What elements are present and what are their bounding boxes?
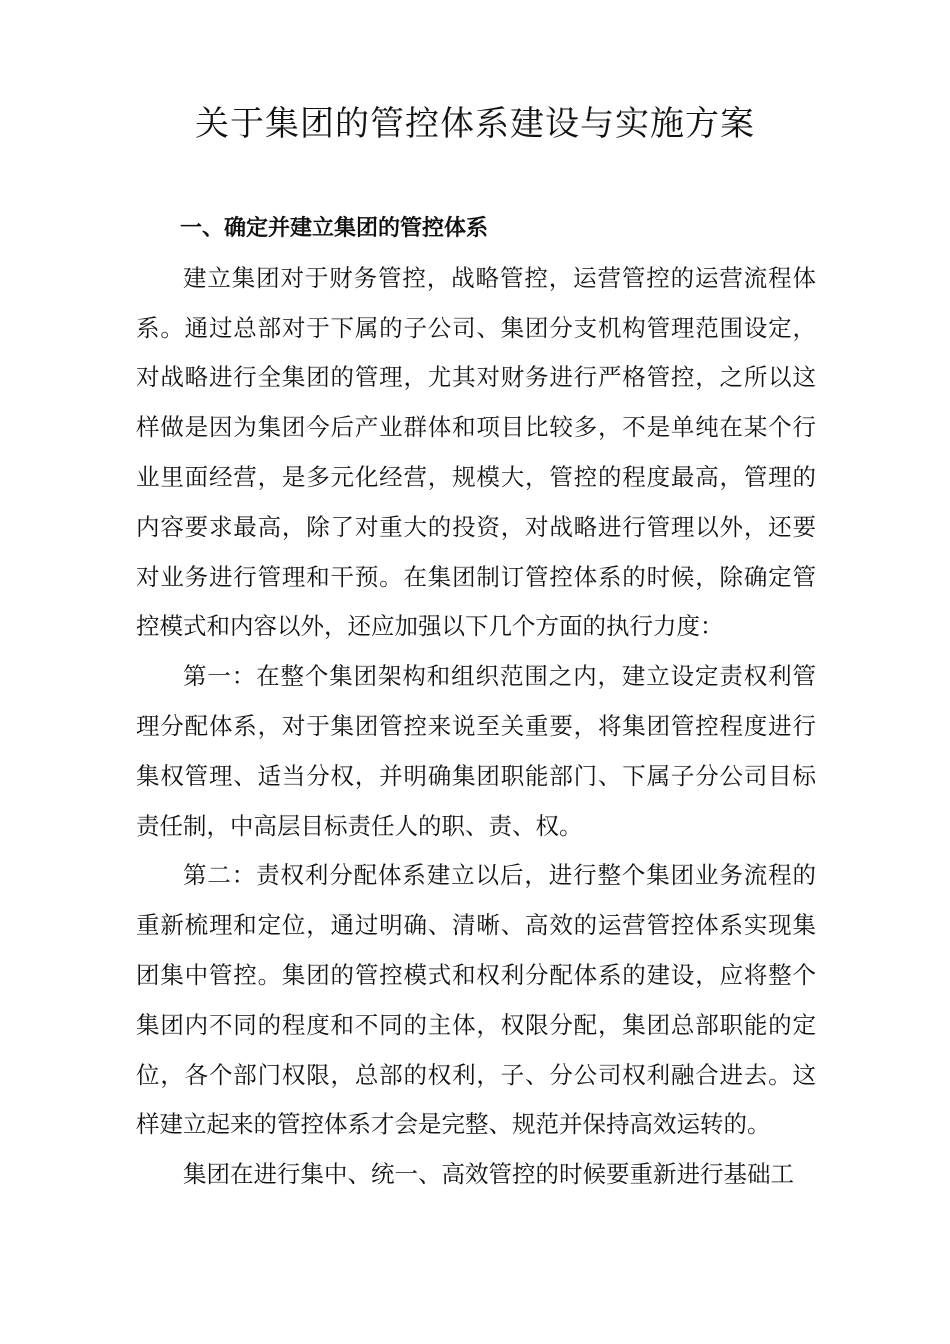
- body-paragraph-4: 集团在进行集中、统一、高效管控的时候要重新进行基础工: [183, 1160, 794, 1189]
- body-paragraph-2: 第一：在整个集团架构和组织范围之内，建立设定责权利管理分配体系，对于集团管控来说至关重要，将集团管控程度进行集权管理、适当分权，并明确集团职能部门、下属子分公司目标责任制，中高层目标责任人的职、责、权。: [136, 662, 816, 840]
- document-body: [136, 204, 816, 1200]
- document-title: 关于集团的管控体系建设与实施方案: [195, 104, 755, 144]
- section-heading: 一、确定并建立集团的管控体系: [180, 216, 489, 241]
- body-paragraph-1: 建立集团对于财务管控，战略管控，运营管控的运营流程体系。通过总部对于下属的子公司、集团分支机构管理范围设定，对战略进行全集团的管理，尤其对财务进行严格管控，之所以这样做是因为集团今后产业群体和项目比较多，不是单纯在某个行业里面经营，是多元化经营，规模大，管控的程度最高，管理的内容要求最高，除了对重大的投资，对战略进行管理以外，还要对业务进行管理和干预。在集团制订管控体系的时候，除确定管控模式和内容以外，还应加强以下几个方面的执行力度：: [136, 263, 816, 641]
- body-paragraph-3: 第二：责权利分配体系建立以后，进行整个集团业务流程的重新梳理和定位，通过明确、清晰、高效的运营管控体系实现集团集中管控。集团的管控模式和权利分配体系的建设，应将整个集团内不同的程度和不同的主体，权限分配，集团总部职能的定位，各个部门权限，总部的权利，子、分公司权利融合进去。这样建立起来的管控体系才会是完整、规范并保持高效运转的。: [136, 861, 816, 1139]
